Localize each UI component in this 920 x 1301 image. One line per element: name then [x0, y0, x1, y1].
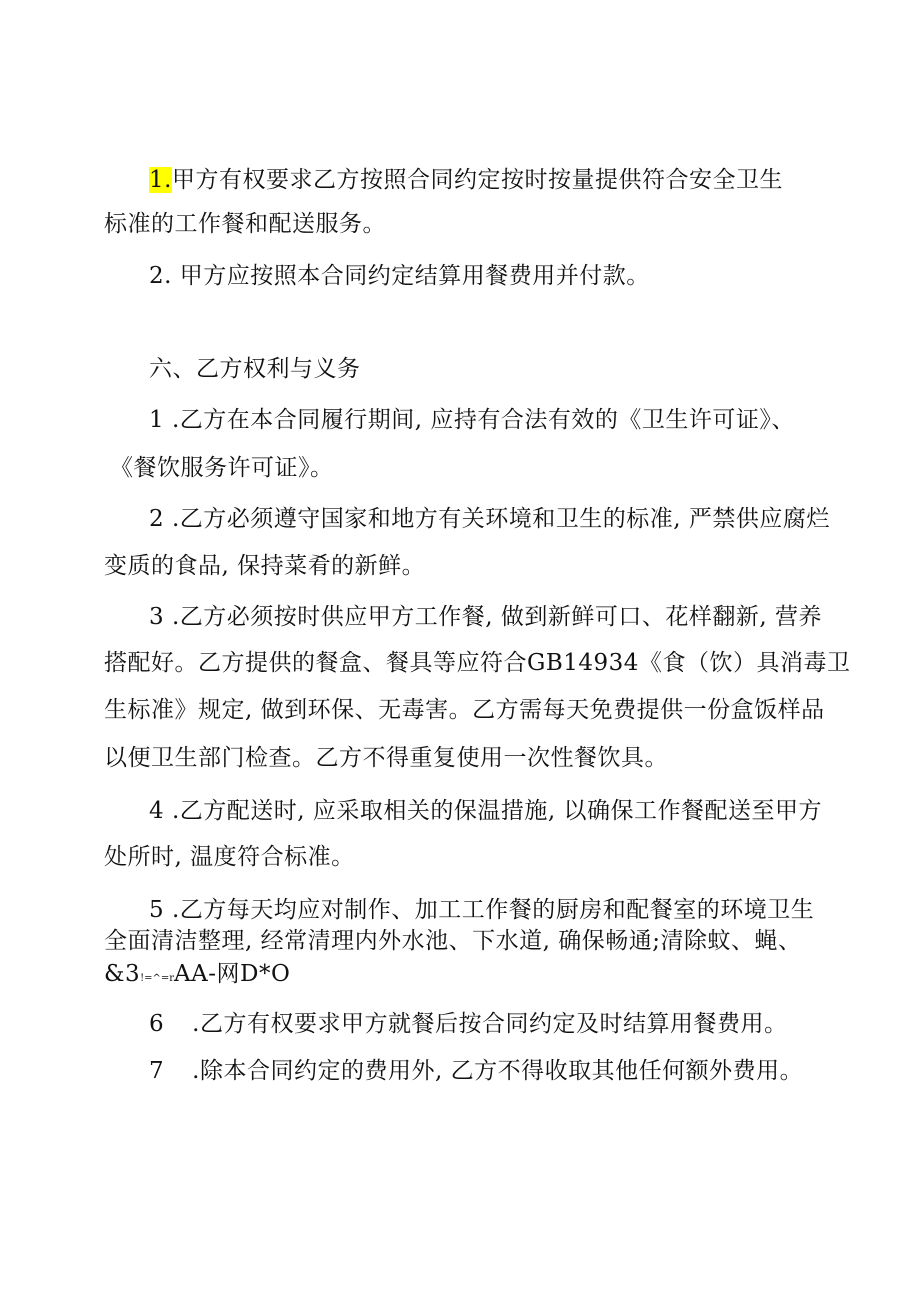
section5-item2: 2. 甲方应按照本合同约定结算用餐费用并付款。	[149, 263, 650, 289]
section6-item3-line1: 3 .乙方必须按时供应甲方工作餐, 做到新鲜可口、花样翻新, 营养	[149, 604, 822, 630]
section6-item2-line1: 2 .乙方必须遵守国家和地方有关环境和卫生的标准, 严禁供应腐烂	[149, 506, 830, 532]
garbled-text-part-b: AA-网D*O	[174, 961, 291, 987]
section6-item5-line1: 5 .乙方每天均应对制作、加工工作餐的厨房和配餐室的环境卫生	[149, 897, 815, 923]
section6-item5-line2: 全面清洁整理, 经常清理内外水池、下水道, 确保畅通;清除蚊、蝇、	[104, 928, 802, 954]
section6-item3-line3: 生标准》规定, 做到环保、无毒害。乙方需每天免费提供一份盒饭样品	[104, 697, 825, 723]
highlighted-item-number: 1.	[149, 167, 172, 193]
section6-item6-number: 6	[149, 1011, 165, 1037]
section6-item4-line2: 处所时, 温度符合标准。	[104, 844, 355, 870]
section6-item2-line2: 变质的食品, 保持菜肴的新鲜。	[104, 553, 426, 579]
section6-item1-line2: 《餐饮服务许可证》。	[110, 455, 334, 481]
section6-item3-line4: 以便卫生部门检查。乙方不得重复使用一次性餐饮具。	[104, 745, 668, 771]
garbled-text-small: !=^=r	[140, 973, 175, 984]
section5-item1-line1	[149, 165, 783, 195]
section6-item4-line1: 4 .乙方配送时, 应采取相关的保温措施, 以确保工作餐配送至甲方	[149, 798, 822, 824]
section6-item1-line1: 1 .乙方在本合同履行期间, 应持有合法有效的《卫生许可证》、	[149, 407, 795, 433]
section6-item3-line2: 搭配好。乙方提供的餐盒、餐具等应符合GB14934《食（饮）具消毒卫	[104, 650, 851, 676]
section5-item1-text: 甲方有权要求乙方按照合同约定按时按量提供符合安全卫生	[171, 167, 783, 193]
section5-item1-line2: 标准的工作餐和配送服务。	[104, 211, 386, 237]
section6-heading: 六、乙方权利与义务	[149, 356, 361, 382]
section6-item6	[149, 1009, 787, 1039]
section6-item7	[149, 1056, 803, 1086]
garbled-text-part-a: &3	[104, 961, 141, 987]
section6-item5-line3	[104, 959, 290, 994]
section6-item6-text: .乙方有权要求甲方就餐后按合同约定及时结算用餐费用。	[192, 1011, 788, 1037]
section6-item7-text: .除本合同约定的费用外, 乙方不得收取其他任何额外费用。	[192, 1058, 804, 1084]
section6-item7-number: 7	[149, 1058, 165, 1084]
